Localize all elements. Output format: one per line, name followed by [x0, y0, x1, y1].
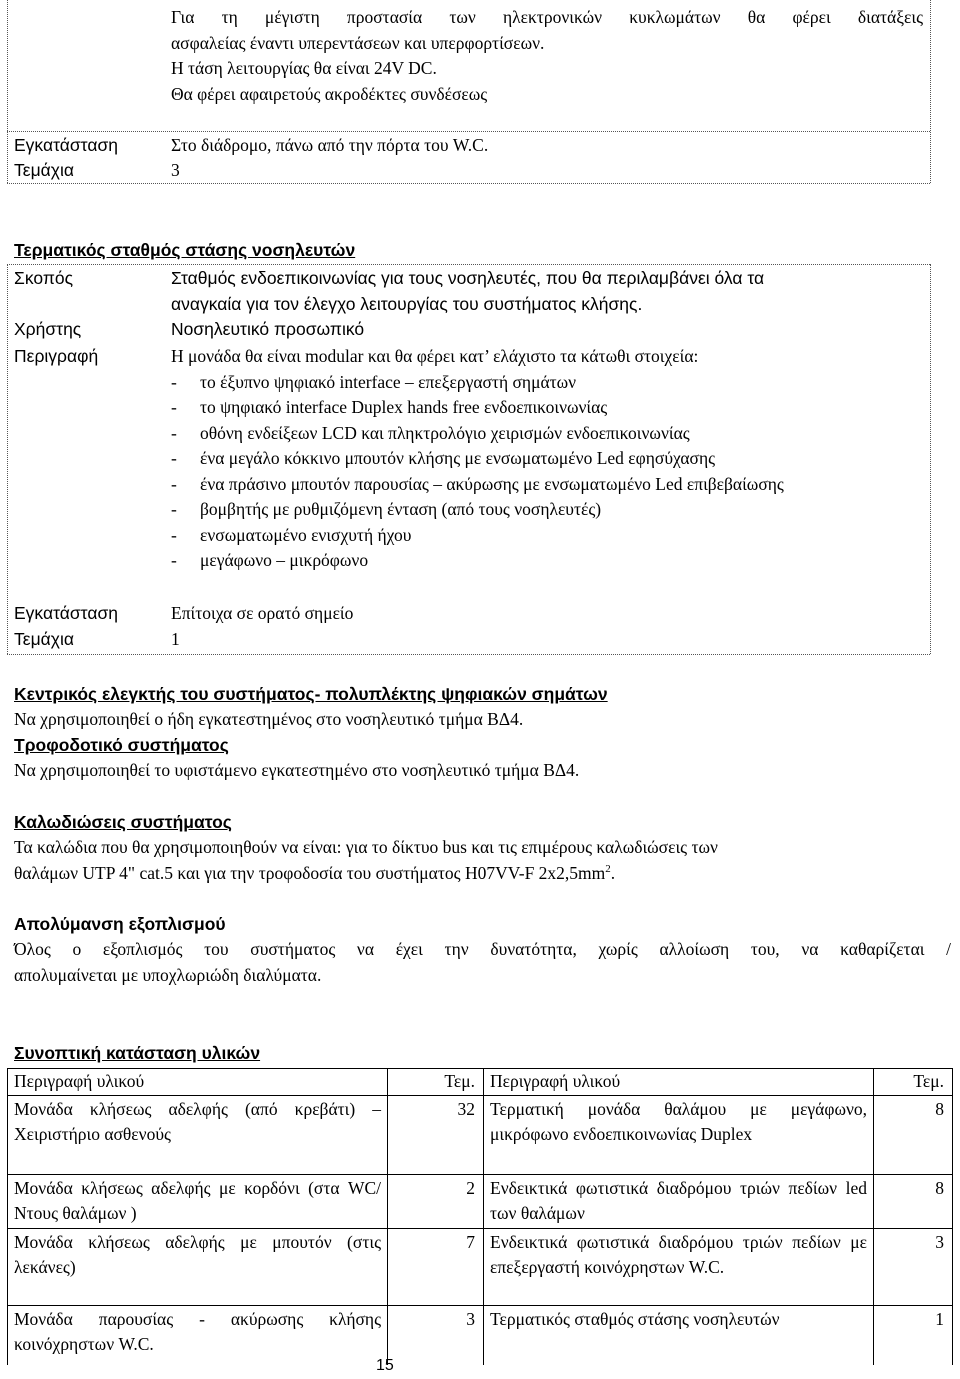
item-description: Μονάδα κλήσεως αδελφής με κορδόνι (στα WC/Ντους θαλάμων )	[8, 1174, 388, 1228]
terminal-pieces-label: Τεμάχια	[14, 629, 74, 649]
table-row	[8, 1228, 953, 1305]
power-text: Να χρησιμοποιηθεί το υφιστάμενο εγκατεστημένο στο νοσηλευτικό τμήμα ΒΔ4.	[14, 760, 580, 780]
item-description: Μονάδα παρουσίας - ακύρωσης κλήσης κοινόχρηστων W.C.	[8, 1305, 388, 1365]
item-description: Τερματικός σταθμός στάσης νοσηλευτών	[484, 1305, 874, 1365]
cabling-heading: Καλωδιώσεις συστήματος	[14, 812, 232, 832]
table-row	[8, 1174, 953, 1228]
cabling-line-2: θαλάμων UTP 4" cat.5 και για την τροφοδοσία του συστήματος H07VV-F $2x2,5mm^2$.	[14, 863, 616, 883]
col-desc-header: Περιγραφή υλικού	[484, 1069, 874, 1096]
col-desc-header: Περιγραφή υλικού	[8, 1069, 388, 1096]
top-table-bottom	[7, 183, 930, 184]
purpose-line: αναγκαία για τον έλεγχο λειτουργίας του συστήματος κλήσης.	[171, 293, 643, 314]
table-row	[8, 1095, 953, 1174]
summary-heading: Συνοπτική κατάσταση υλικών	[14, 1043, 261, 1063]
item-quantity: 3	[388, 1305, 484, 1365]
page-number: 15	[376, 1357, 394, 1374]
top-description	[171, 5, 923, 107]
item-quantity: 2	[388, 1174, 484, 1228]
list-item: - ενσωματωμένο ενισχυτή ήχου	[171, 524, 412, 545]
power-heading: Τροφοδοτικό συστήματος	[14, 735, 229, 755]
item-quantity: 32	[388, 1095, 484, 1174]
disinfection-heading: Απολύμανση εξοπλισμού	[14, 914, 226, 934]
item-description: Μονάδα κλήσεως αδελφής (από κρεβάτι) – Χειριστήριο ασθενούς	[8, 1095, 388, 1174]
user-label: Χρήστης	[14, 319, 82, 339]
list-item: - βομβητής με ρυθμιζόμενη ένταση (από τους νοσηλευτές)	[171, 499, 602, 519]
superscript: 2	[605, 863, 611, 876]
terminal-pieces-value: 1	[171, 629, 180, 649]
terminal-table-bottom	[7, 654, 930, 655]
terminal-installation-label: Εγκατάσταση	[14, 603, 118, 623]
top-line: Η τάση λειτουργίας θα είναι 24V DC.	[171, 58, 437, 78]
top-line: Για τη μέγιστη προστασία των ηλεκτρονικών κυκλωμάτων θα φέρει διατάξεις	[171, 7, 923, 27]
purpose-label: Σκοπός	[14, 268, 74, 288]
summary-table	[7, 1068, 953, 1365]
list-item: - το ψηφιακό interface Duplex hands free ενδοεπικοινωνίας	[171, 397, 608, 417]
item-quantity: 3	[874, 1228, 953, 1305]
list-item: - μεγάφωνο – μικρόφωνο	[171, 550, 369, 570]
list-item: - οθόνη ενδείξεων LCD και πληκτρολόγιο χειρισμών ενδοεπικοινωνίας	[171, 422, 690, 443]
cabling-line-1: Τα καλώδια που θα χρησιμοποιηθούν να είναι: για το δίκτυο bus και τις επιμέρους καλωδιώσεις των	[14, 837, 718, 857]
description-block	[171, 344, 861, 574]
col-qty-header: Τεμ.	[874, 1069, 953, 1096]
top-installation-value: Στο διάδρομο, πάνω από την πόρτα του W.C.	[171, 135, 489, 155]
list-item: - ένα πράσινο μπουτόν παρουσίας – ακύρωσης με ενσωματωμένο Led επιβεβαίωσης	[171, 473, 784, 494]
item-quantity: 7	[388, 1228, 484, 1305]
terminal-installation-value: Επίτοιχα σε ορατό σημείο	[171, 603, 354, 623]
item-description: Τερματική μονάδα θαλάμου με μεγάφωνο, μικρόφωνο ενδοεπικοινωνίας Duplex	[484, 1095, 874, 1174]
item-description: Μονάδα κλήσεως αδελφής με μπουτόν (στις λεκάνες)	[8, 1228, 388, 1305]
list-item: - το έξυπνο ψηφιακό interface – επεξεργαστή σημάτων	[171, 371, 577, 392]
top-table-divider	[7, 131, 930, 132]
item-description: Ενδεικτικά φωτιστικά διαδρόμου τριών πεδίων με επεξεργαστή κοινόχρηστων W.C.	[484, 1228, 874, 1305]
disinfection-line-2: απολυμαίνεται με υποχλωριώδη διαλύματα.	[14, 965, 322, 985]
top-pieces-label: Τεμάχια	[14, 160, 74, 180]
list-item: - ένα μεγάλο κόκκινο μπουτόν κλήσης με ενσωματωμένο Led εφησύχασης	[171, 448, 716, 468]
item-quantity: 8	[874, 1174, 953, 1228]
controller-heading: Κεντρικός ελεγκτής του συστήματος- πολυπλέκτης ψηφιακών σημάτων	[14, 684, 608, 704]
table-row	[8, 1305, 953, 1365]
top-line: ασφαλείας έναντι υπερεντάσεων και υπερφορτίσεων.	[171, 32, 545, 53]
user-value: Νοσηλευτικό προσωπικό	[171, 319, 365, 339]
description-intro: Η μονάδα θα είναι modular και θα φέρει κατ’ ελάχιστο τα κάτωθι στοιχεία:	[171, 346, 699, 366]
item-quantity: 1	[874, 1305, 953, 1365]
terminal-table-top	[7, 264, 930, 265]
terminal-heading: Τερματικός σταθμός στάσης νοσηλευτών	[14, 240, 356, 260]
col-qty-header: Τεμ.	[388, 1069, 484, 1096]
disinfection-line-1: Όλος ο εξοπλισμός του συστήματος να έχει την δυνατότητα, χωρίς αλλοίωση του, να καθαρίζεται /	[14, 939, 951, 959]
table-header-row	[8, 1069, 953, 1096]
top-pieces-value: 3	[171, 160, 180, 180]
controller-text: Να χρησιμοποιηθεί ο ήδη εγκατεστημένος στο νοσηλευτικό τμήμα ΒΔ4.	[14, 709, 524, 729]
purpose-value	[171, 266, 923, 317]
item-description: Ενδεικτικά φωτιστικά διαδρόμου τριών πεδίων led των θαλάμων	[484, 1174, 874, 1228]
top-installation-label: Εγκατάσταση	[14, 135, 118, 155]
description-label: Περιγραφή	[14, 346, 99, 366]
purpose-line: Σταθμός ενδοεπικοινωνίας για τους νοσηλευτές, που θα περιλαμβάνει όλα τα	[171, 268, 765, 288]
top-line: Θα φέρει αφαιρετούς ακροδέκτες συνδέσεως	[171, 83, 488, 104]
item-quantity: 8	[874, 1095, 953, 1174]
